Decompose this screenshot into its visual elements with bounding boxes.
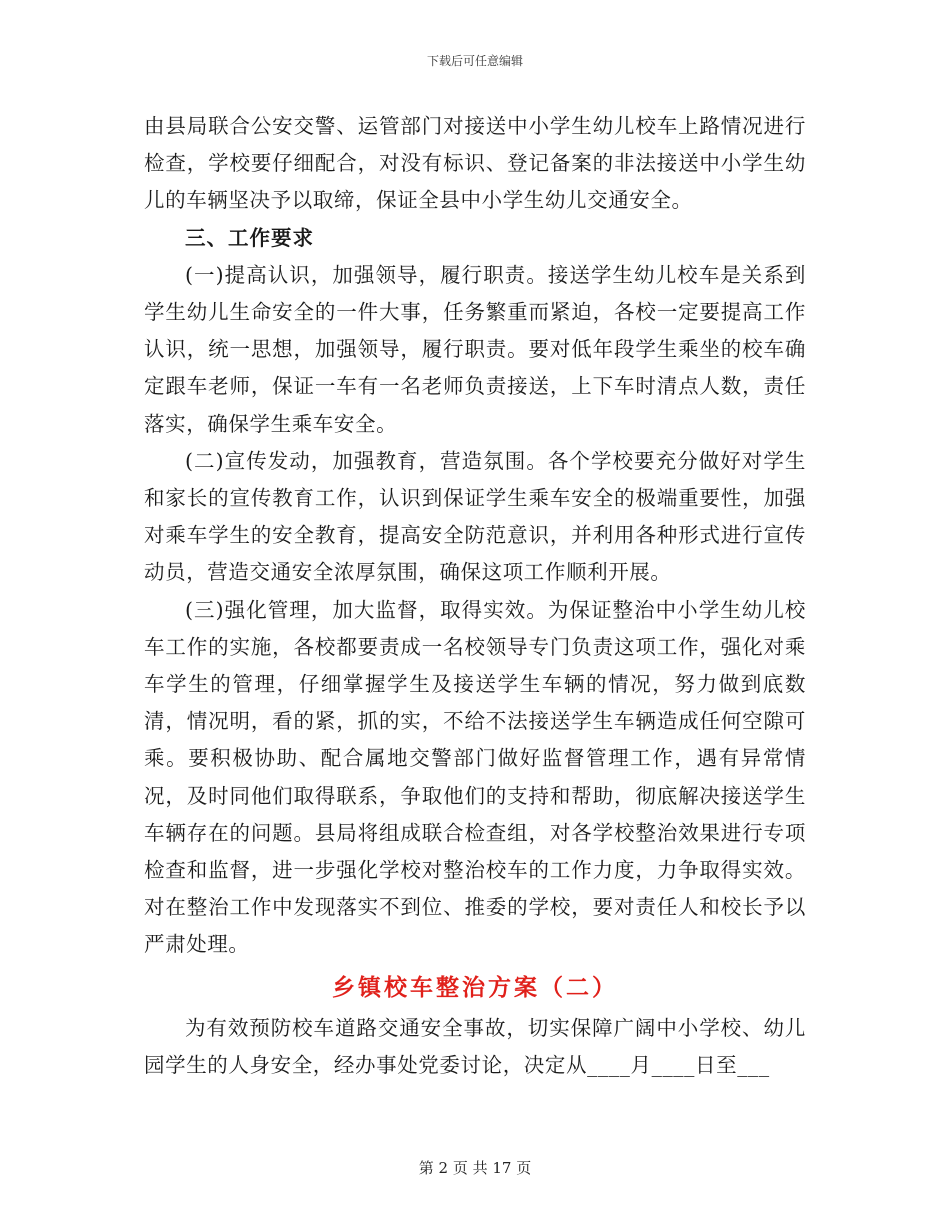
paragraph-requirement-2: (二)宣传发动，加强教育，营造氛围。各个学校要充分做好对学生和家长的宣传教育工作，认识到保证学生乘车安全的极端重要性，加强对乘车学生的安全教育，提高安全防范意识，并利用各种形式进行宣传动员，营造交通安全浓厚氛围，确保这项工作顺利开展。 [144, 448, 806, 585]
paragraph-requirement-3: (三)强化管理，加大监督，取得实效。为保证整治中小学生幼儿校车工作的实施，各校都要责成一名校领导专门负责这项工作，强化对乘车学生的管理，仔细掌握学生及接送学生车辆的情况，努力做到底数清，情况明，看的紧，抓的实，不给不法接送学生车辆造成任何空隙可乘。要积极协助、配合属地交警部门做好监督管理工作，遇有异常情况，及时同他们取得联系，争取他们的支持和帮助，彻底解决接送学生车辆存在的问题。县局将组成联合检查组，对各学校整治效果进行专项检查和监督，进一步强化学校对整治校车的工作力度，力争取得实效。对在整治工作中发现落实不到位、推委的学校，要对责任人和校长予以严肃处理。 [144, 597, 806, 957]
header-note: 下载后可任意编辑 [426, 54, 523, 68]
document-body [144, 108, 806, 1084]
paragraph-requirement-1: (一)提高认识，加强领导，履行职责。接送学生幼儿校车是关系到学生幼儿生命安全的一件大事，任务繁重而紧迫，各校一定要提高工作认识，统一思想，加强领导，履行职责。要对低年段学生乘坐的校车确定跟车老师，保证一车有一名老师负责接送，上下车时清点人数，责任落实，确保学生乘车安全。 [144, 262, 806, 436]
paragraph-plan-2-intro: 为有效预防校车道路交通安全事故，切实保障广阔中小学校、幼儿园学生的人身安全，经办事处党委讨论，决定从____月____日至___ [144, 1015, 806, 1077]
paragraph-intro: 由县局联合公安交警、运管部门对接送中小学生幼儿校车上路情况进行检查，学校要仔细配合，对没有标识、登记备案的非法接送中小学生幼儿的车辆坚决予以取缔，保证全县中小学生幼儿交通安全。 [144, 114, 806, 213]
page-number: 第 2 页 共 17 页 [418, 1159, 532, 1177]
plan-2-title: 乡镇校车整治方案（二） [332, 973, 618, 1001]
section-heading-requirements: 三、工作要求 [185, 225, 314, 250]
